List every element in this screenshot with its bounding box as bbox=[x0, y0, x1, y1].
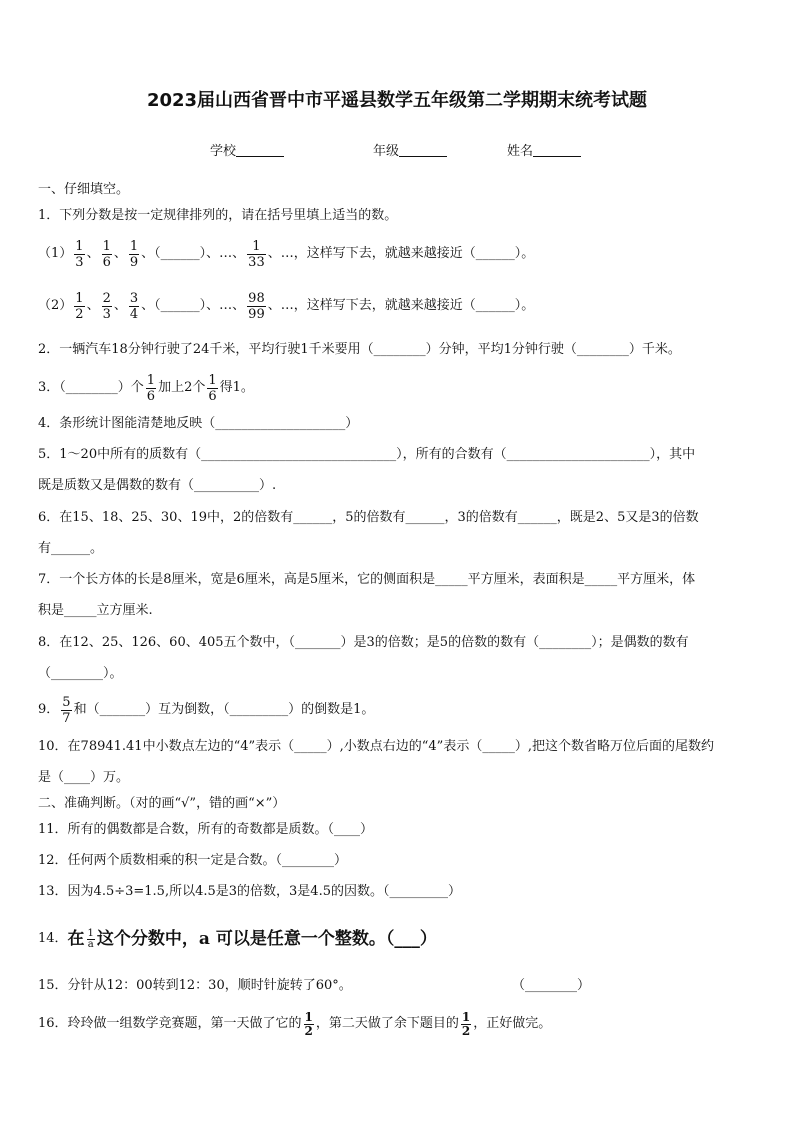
fraction: $\frac{1}{2}$ bbox=[304, 1009, 313, 1038]
answer-blank-text[interactable]: 、…，这样写下去，就越来越接近（______）。 bbox=[267, 246, 535, 261]
grade-field bbox=[373, 140, 447, 159]
part-label: （2） bbox=[38, 298, 73, 313]
question-14: 14． 在 $\frac{1}{a}$ 这个分数中，a 可以是任意一个整数。（___） bbox=[38, 927, 437, 950]
question-8-line-1: 8．在12、25、126、60、405五个数中，（_______）是3的倍数；是5的倍数的数有（________）；是偶数的数有 bbox=[38, 635, 689, 650]
fraction: $\frac{2}{3}$ bbox=[102, 290, 111, 322]
name-field bbox=[507, 140, 581, 159]
fraction: $\frac{1}{3}$ bbox=[75, 238, 84, 270]
school-field bbox=[210, 140, 284, 159]
school-blank[interactable] bbox=[236, 142, 284, 157]
question-1-part-2: （2） $\frac{1}{2}$ 、 $\frac{2}{3}$ 、 $\frac{3}{4}$ 、（______）、…、 $\frac{98}{99}$ 、…，这样写下去，就越来越接近（______）。 bbox=[38, 290, 535, 322]
fraction: $\frac{5}{7}$ bbox=[62, 694, 71, 726]
fraction: $\frac{1}{2}$ bbox=[461, 1009, 471, 1038]
fraction: $\frac{1}{6}$ bbox=[146, 372, 156, 404]
question-8-line-2: （________）。 bbox=[38, 666, 123, 681]
question-2: 2．一辆汽车18分钟行驶了24千米，平均行驶1千米要用（________）分钟，平均1分钟行驶（________）千米。 bbox=[38, 342, 681, 357]
question-12: 12．任何两个质数相乘的积一定是合数。（________） bbox=[38, 853, 348, 868]
question-15: 15．分针从12：00转到12：30，顺时针旋转了60°。 （________） bbox=[38, 976, 764, 996]
question-10-line-1: 10．在78941.41中小数点左边的“4”表示（_____）,小数点右边的“4”表示（_____）,把这个数省略万位后面的尾数约 bbox=[38, 739, 714, 754]
question-9: 9． $\frac{5}{7}$ 和（_______）互为倒数，（_________）的倒数是1。 bbox=[38, 694, 375, 726]
question-1: 1．下列分数是按一定规律排列的，请在括号里填上适当的数。 bbox=[38, 208, 398, 223]
school-label: 学校 bbox=[210, 144, 237, 159]
question-7-line-1: 7．一个长方体的长是8厘米，宽是6厘米，高是5厘米，它的侧面积是_____平方厘米，表面积是_____平方厘米，体 bbox=[38, 572, 696, 587]
grade-blank[interactable] bbox=[399, 142, 447, 157]
fraction: $\frac{1}{a}$ bbox=[87, 927, 94, 950]
fraction: $\frac{1}{2}$ bbox=[75, 290, 84, 322]
question-1-part-1: （1） $\frac{1}{3}$ 、 $\frac{1}{6}$ 、 $\frac{1}{9}$ 、（______）、…、 $\frac{1}{33}$ 、…，这样写下去，就越来越接近（______）。 bbox=[38, 238, 535, 270]
page-title: 2023届山西省晋中市平遥县数学五年级第二学期期末统考试题 bbox=[146, 90, 648, 111]
answer-blank-text[interactable]: 、…，这样写下去，就越来越接近（______）。 bbox=[267, 298, 535, 313]
question-4: 4．条形统计图能清楚地反映（____________________） bbox=[38, 416, 359, 431]
section-1-heading: 一、仔细填空。 bbox=[38, 182, 130, 197]
answer-blank-text[interactable]: （________） bbox=[512, 978, 591, 993]
question-10-line-2: 是（____）万。 bbox=[38, 770, 130, 785]
question-7-line-2: 积是_____立方厘米. bbox=[38, 603, 153, 618]
question-13: 13．因为4.5÷3=1.5,所以4.5是3的倍数，3是4.5的因数。（_________） bbox=[38, 884, 461, 899]
question-6-line-2: 有______。 bbox=[38, 541, 104, 556]
fraction: $\frac{1}{9}$ bbox=[129, 238, 139, 270]
question-11: 11．所有的偶数都是合数，所有的奇数都是质数。（____） bbox=[38, 822, 374, 837]
section-2-heading: 二、准确判断。（对的画“√”，错的画“×”） bbox=[38, 796, 286, 811]
fraction: $\frac{1}{33}$ bbox=[248, 238, 265, 270]
name-label: 姓名 bbox=[507, 144, 534, 159]
fraction: $\frac{1}{6}$ bbox=[102, 238, 111, 270]
answer-blank-text[interactable]: 、（______）、…、 bbox=[141, 298, 246, 313]
fraction: $\frac{3}{4}$ bbox=[129, 290, 139, 322]
fraction: $\frac{1}{6}$ bbox=[208, 372, 217, 404]
grade-label: 年级 bbox=[373, 144, 400, 159]
name-blank[interactable] bbox=[533, 142, 581, 157]
part-label: （1） bbox=[38, 246, 73, 261]
question-6-line-1: 6．在15、18、25、30、19中，2的倍数有______，5的倍数有______，3的倍数有______，既是2、5又是3的倍数 bbox=[38, 510, 699, 525]
fraction: $\frac{98}{99}$ bbox=[248, 290, 265, 322]
question-5-line-1: 5．1～20中所有的质数有（______________________________），所有的合数有（______________________），其中 bbox=[38, 447, 696, 462]
answer-blank-text[interactable]: 、（______）、…、 bbox=[141, 246, 246, 261]
question-3: 3．（________）个 $\frac{1}{6}$ 加上2个 $\frac{1}{6}$ 得1。 bbox=[38, 372, 254, 404]
question-5-line-2: 既是质数又是偶数的数有（__________）. bbox=[38, 478, 277, 493]
question-16: 16．玲玲做一组数学竞赛题，第一天做了它的 $\frac{1}{2}$ ，第二天做了余下题目的 $\frac{1}{2}$ ，正好做完。 bbox=[38, 1009, 552, 1038]
